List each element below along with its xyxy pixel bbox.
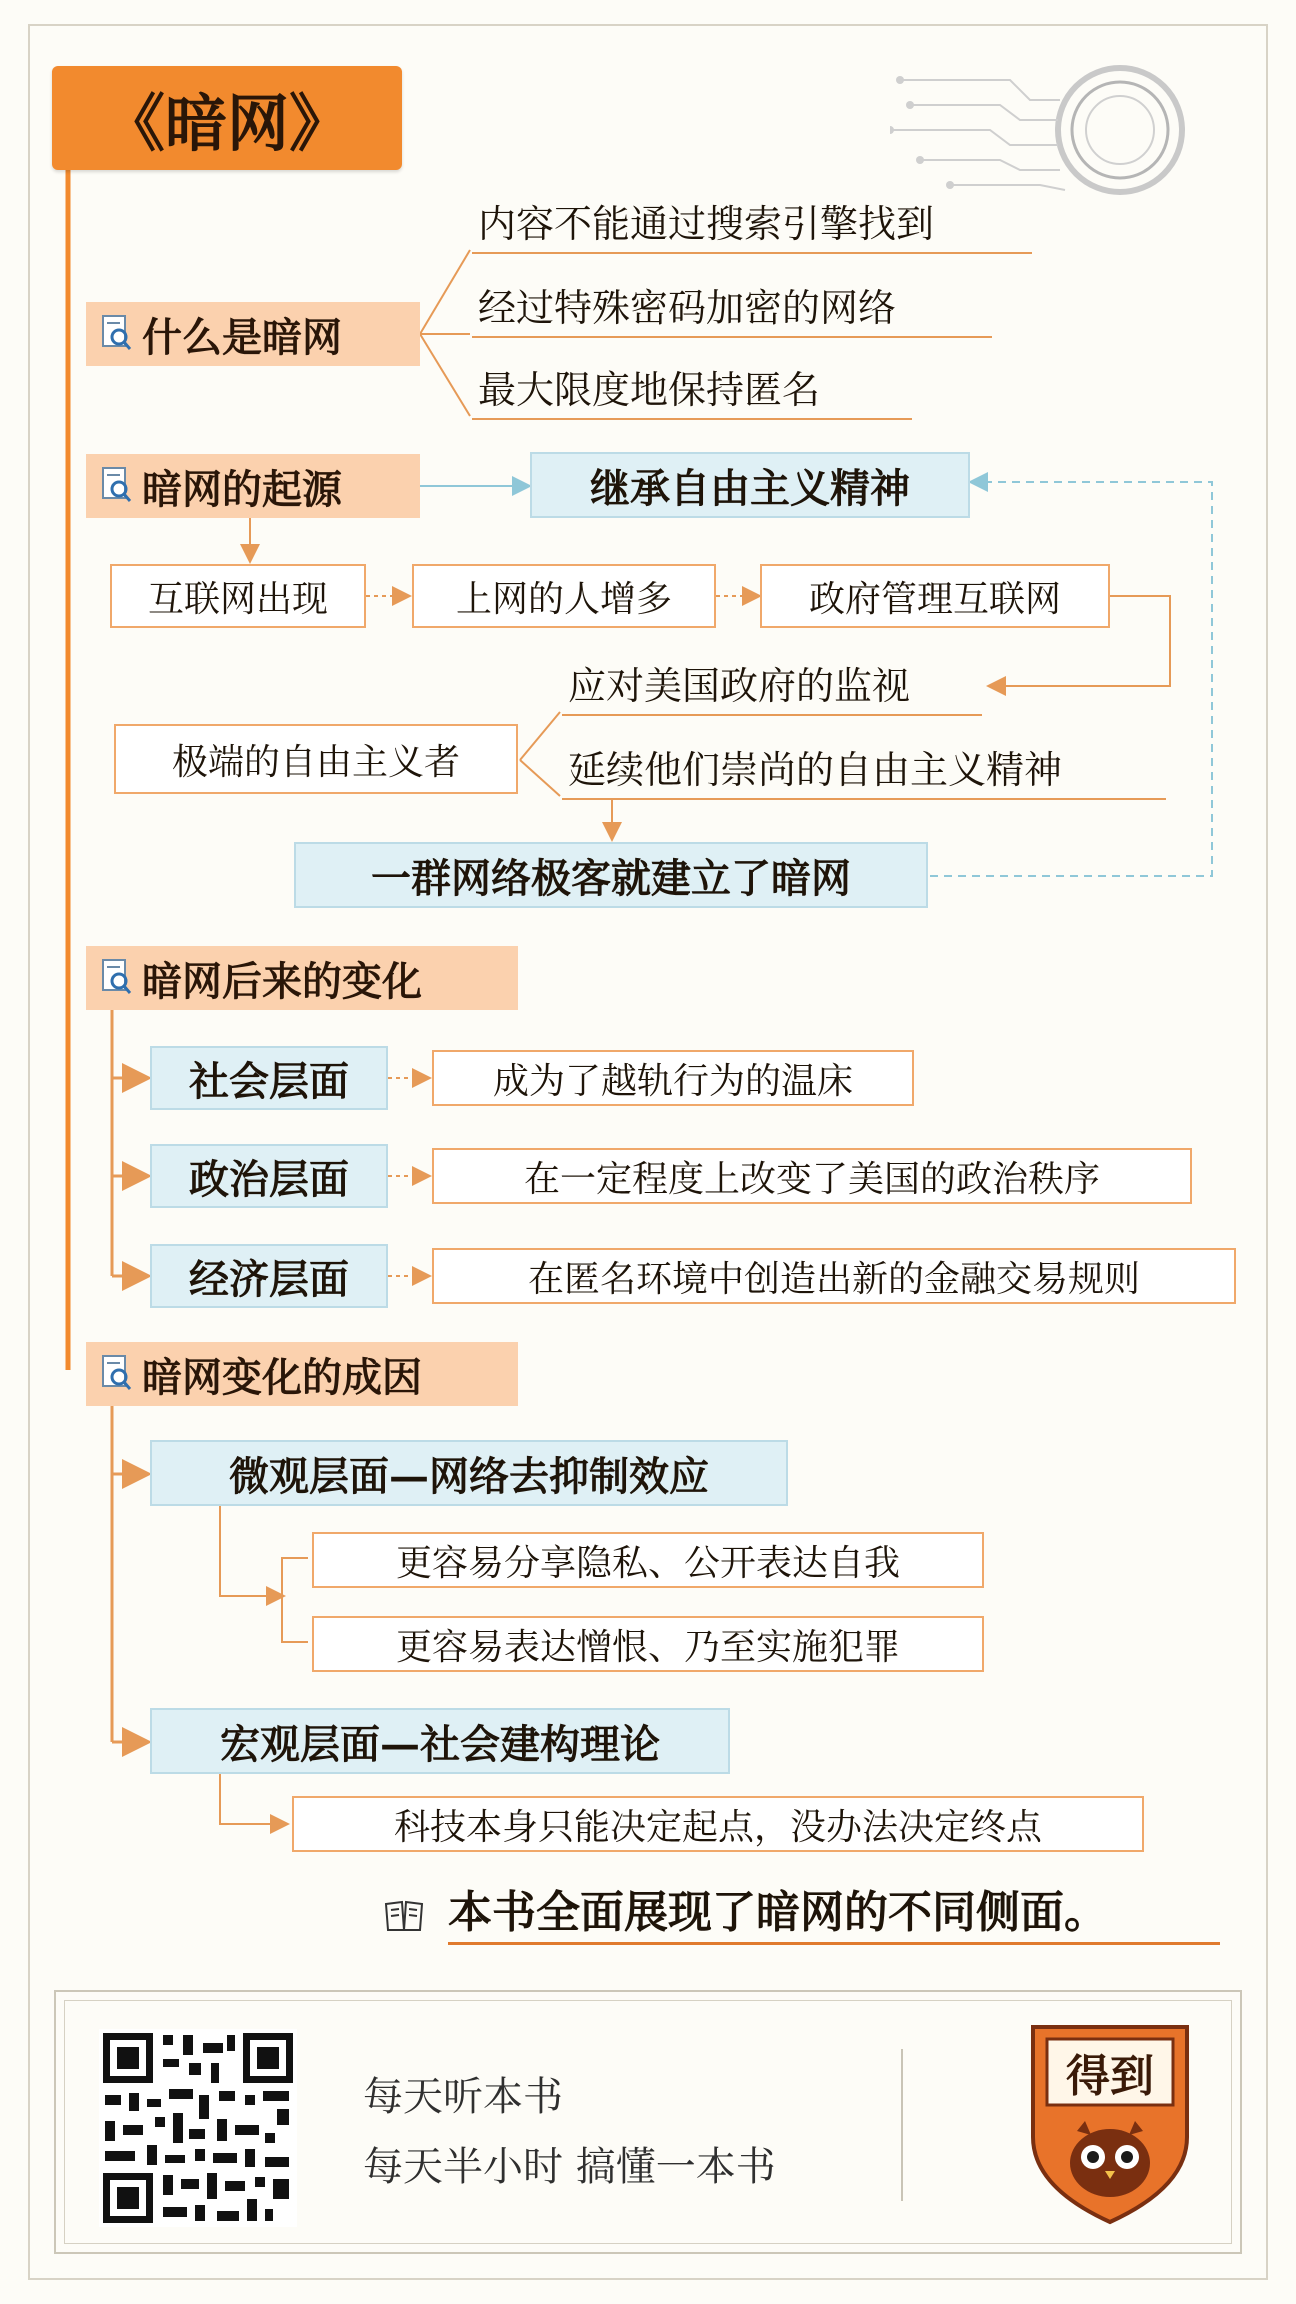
what-item-2: 经过特殊密码加密的网络	[472, 284, 992, 338]
chain-gov-manage: 政府管理互联网	[760, 564, 1110, 628]
book-icon	[384, 1896, 424, 1936]
chain-internet-appears: 互联网出现	[110, 564, 366, 628]
effect-social: 成为了越轨行为的温床	[432, 1050, 914, 1106]
search-doc-icon	[102, 315, 132, 353]
aspect-social: 社会层面	[150, 1046, 388, 1110]
extreme-liberals-box: 极端的自由主义者	[114, 724, 518, 794]
qr-code	[99, 2029, 297, 2227]
book-title: 《暗网》	[52, 66, 402, 170]
what-item-1: 内容不能通过搜索引擎找到	[472, 200, 1032, 254]
footer-divider	[901, 2049, 903, 2201]
response-continue-spirit: 延续他们崇尚的自由主义精神	[562, 746, 1166, 800]
dedao-logo	[1025, 2017, 1195, 2227]
circuit-decoration	[890, 50, 1230, 200]
conclusion-text: 本书全面展现了暗网的不同侧面。	[448, 1884, 1220, 1945]
what-item-3: 最大限度地保持匿名	[472, 366, 912, 420]
effect-political: 在一定程度上改变了美国的政治秩序	[432, 1148, 1192, 1204]
chain-more-users: 上网的人增多	[412, 564, 716, 628]
aspect-political: 政治层面	[150, 1144, 388, 1208]
footer	[54, 1990, 1242, 2254]
search-doc-icon	[102, 959, 132, 997]
macro-item-start-end: 科技本身只能决定起点，没办法决定终点	[292, 1796, 1144, 1852]
section-causes-label: 暗网变化的成因	[142, 1353, 422, 1401]
inherit-liberalism-box: 继承自由主义精神	[530, 452, 970, 518]
geeks-built-darknet-box: 一群网络极客就建立了暗网	[294, 842, 928, 908]
section-origin-label: 暗网的起源	[142, 465, 342, 513]
micro-level-box: 微观层面—网络去抑制效应	[150, 1440, 788, 1506]
section-what	[86, 302, 420, 366]
section-what-label: 什么是暗网	[142, 313, 342, 361]
slogan-line-1: 每天听本书	[363, 2074, 563, 2120]
effect-economic: 在匿名环境中创造出新的金融交易规则	[432, 1248, 1236, 1304]
section-origin	[86, 454, 420, 518]
micro-item-share: 更容易分享隐私、公开表达自我	[312, 1532, 984, 1588]
dedao-logo-text: 得到	[1066, 2051, 1154, 2102]
response-surveillance: 应对美国政府的监视	[562, 662, 982, 716]
search-doc-icon	[102, 467, 132, 505]
aspect-economic: 经济层面	[150, 1244, 388, 1308]
section-changes	[86, 946, 518, 1010]
macro-level-box: 宏观层面—社会建构理论	[150, 1708, 730, 1774]
section-causes	[86, 1342, 518, 1406]
micro-item-hate: 更容易表达憎恨、乃至实施犯罪	[312, 1616, 984, 1672]
section-changes-label: 暗网后来的变化	[142, 957, 422, 1005]
search-doc-icon	[102, 1355, 132, 1393]
slogan-line-2: 每天半小时 搞懂一本书	[363, 2144, 776, 2190]
